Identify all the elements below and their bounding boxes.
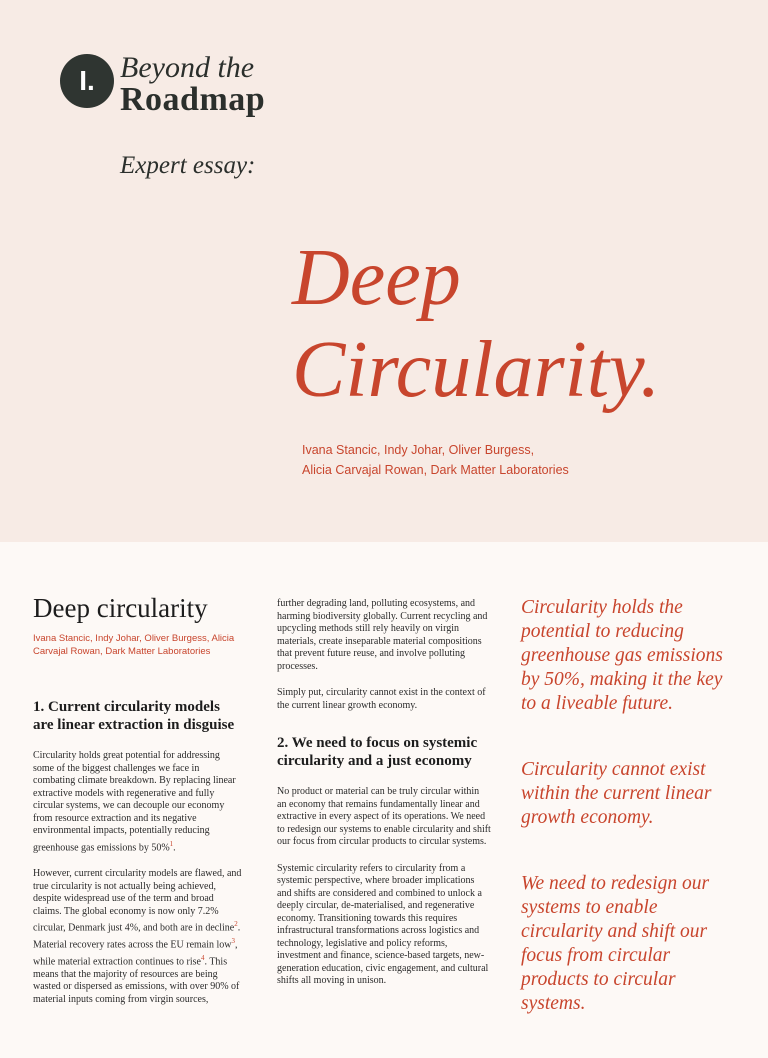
article-title: Deep circularity: [33, 593, 208, 623]
paragraph: [33, 868, 243, 1006]
article-column-1: [33, 592, 243, 1020]
paragraph: [33, 750, 243, 854]
footnote-ref[interactable]: 2: [234, 920, 238, 929]
hero-title-line1: Deep: [292, 234, 461, 322]
pullquote-2: Circularity cannot exist within the current linear growth economy.: [521, 759, 712, 828]
pullquote-column: [521, 596, 731, 1058]
hero-authors-line2: Alicia Carvajal Rowan, Dark Matter Laboratories: [302, 463, 569, 477]
hero-title-line2: Circularity.: [292, 326, 661, 414]
paragraph-text: , while material extraction continues to rise: [33, 939, 238, 968]
hero-authors-line1: Ivana Stancic, Indy Johar, Oliver Burgess,: [302, 443, 535, 457]
pullquote-1: Circularity holds the potential to reducing greenhouse gas emissions by 50%, making it the key to a liveable future.: [521, 597, 723, 714]
essay-label: Expert essay:: [120, 152, 256, 179]
paragraph-text: .: [173, 841, 176, 853]
hero-title: [292, 232, 660, 416]
paragraph: No product or material can be truly circular within an economy that remains fundamentally linear and extractive in every aspect of its operations. We need to redesign our systems to enable circularity and shift our focus from circular products to circular systems.: [277, 786, 491, 847]
footnote-ref[interactable]: 3: [231, 937, 236, 946]
section-2-heading: 2. We need to focus on systemic circularity and a just economy: [277, 735, 478, 769]
paragraph-text: Circularity holds great potential for addressing some of the biggest challenges we face in combating climate breakdown. By replacing linear extractive models with regenerative and fully circular systems, we can decouple our economy from resource extraction and its negative environmental impacts, potentially reducing greenhouse gas emissions by 50%: [33, 750, 236, 853]
section-1-heading: 1. Current circularity models are linear extraction in disguise: [33, 699, 235, 733]
logo-line1: Beyond the: [120, 51, 255, 84]
logo-line2: Roadmap: [120, 81, 266, 118]
paragraph-text: . This means that the majority of resources are being wasted or dispersed as emissions, with over 90% of material inputs coming from virgin sources,: [33, 956, 240, 1005]
paragraph-text: . Material recovery rates across the EU remain low: [33, 922, 241, 951]
logo-badge: [60, 54, 114, 108]
paragraph: Systemic circularity refers to circularity from a systemic perspective, where broader implications and shifts are considered and combined to unlock a deeply circular, de-materialised, and regenerative economy. Transitioning towards this requires infrastructural transformations across logistics and technology, legislative and policy reforms, investment and finance, science-based targets, new-generation education, civic engagement, and cultural shifts all moving in unison.: [277, 862, 489, 986]
paragraph-text: However, current circularity models are flawed, and true circularity is not actually being achieved, despite widespread use of the term and broad claims. The global economy is now only 7.2% circular, Denmark just 4%, and both are in decline: [33, 868, 242, 934]
footnote-ref[interactable]: 4: [201, 953, 205, 962]
pullquote-3: We need to redesign our systems to enable circularity and shift our focus from circular products to circular systems.: [521, 873, 710, 1014]
article-column-2: [277, 598, 491, 1002]
logo-mark: I.: [79, 65, 95, 96]
paragraph: further degrading land, polluting ecosystems, and harming biodiversity globally. Current recycling and upcycling methods still rely heavily on virgin materials, create inseparable material compositions that prevent future reuse, and involve polluting processes.: [277, 598, 488, 672]
paragraph: Simply put, circularity cannot exist in the context of the current linear growth economy.: [277, 687, 486, 711]
article-authors: Ivana Stancic, Indy Johar, Oliver Burgess, Alicia Carvajal Rowan, Dark Matter Laboratories: [33, 633, 235, 657]
hero-authors: [302, 440, 702, 480]
footnote-ref[interactable]: 1: [169, 839, 174, 848]
